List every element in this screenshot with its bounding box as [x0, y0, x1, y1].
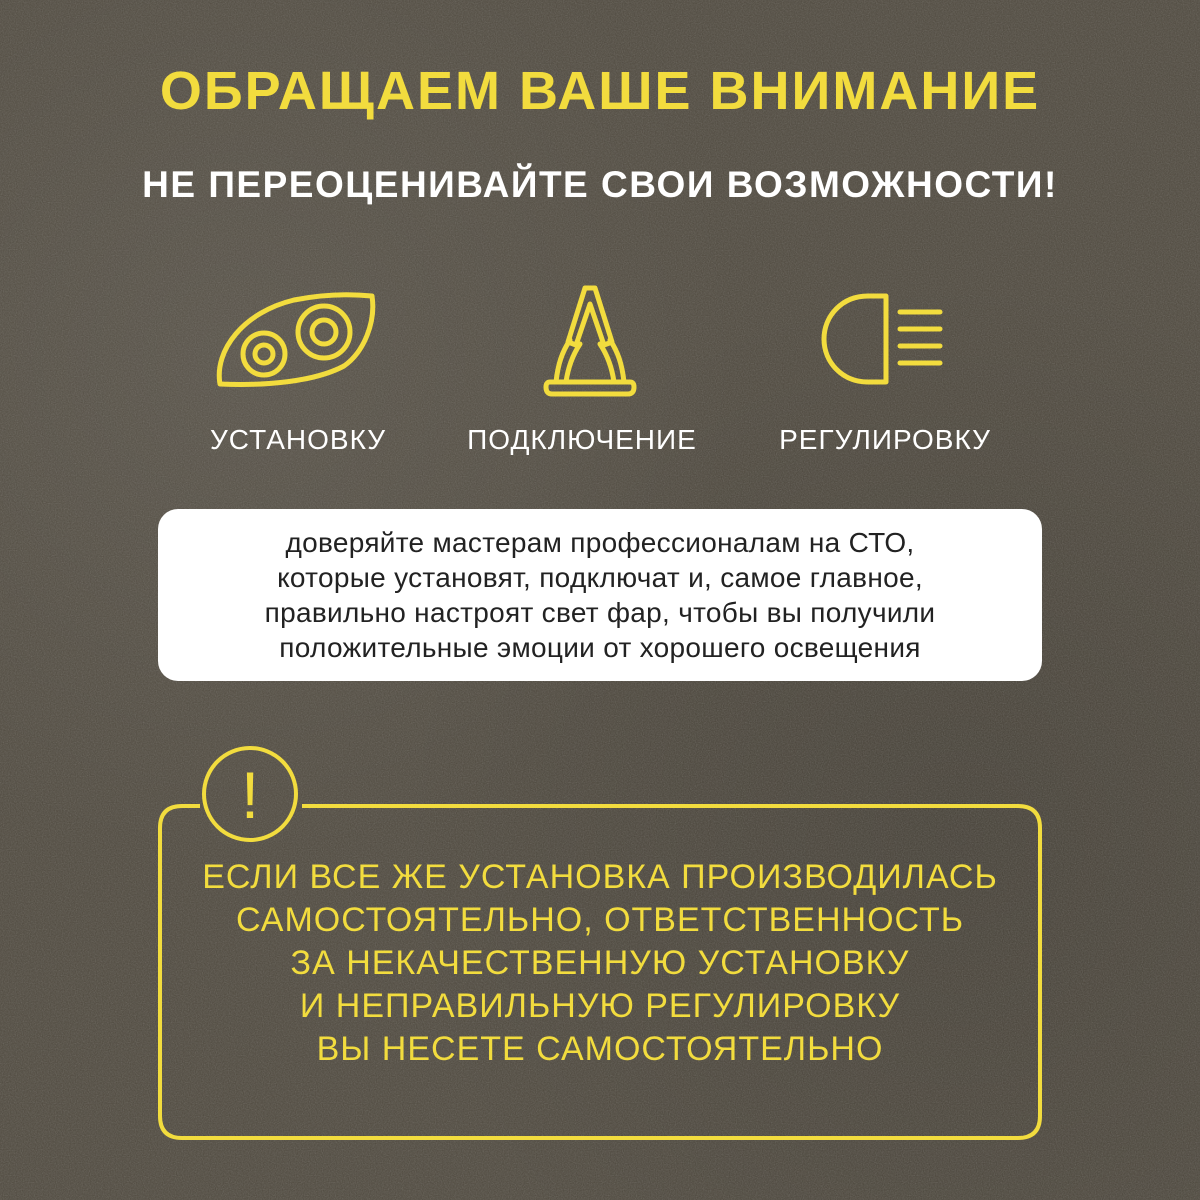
info-line: правильно настроят свет фар, чтобы вы получили	[264, 597, 936, 628]
warning-line: ЕСЛИ ВСЕ ЖЕ УСТАНОВКА ПРОИЗВОДИЛАСЬ	[202, 858, 998, 896]
info-line: положительные эмоции от хорошего освещения	[279, 632, 921, 663]
info-line: которые установят, подключат и, самое главное,	[277, 562, 923, 593]
page-subtitle: НЕ ПЕРЕОЦЕНИВАЙТЕ СВОИ ВОЗМОЖНОСТИ!	[142, 164, 1058, 205]
page-title: ОБРАЩАЕМ ВАШЕ ВНИМАНИЕ	[159, 61, 1041, 121]
feature-label-adjustment: РЕГУЛИРОВКУ	[779, 424, 991, 455]
exclamation-mark: !	[240, 758, 260, 832]
warning-line: САМОСТОЯТЕЛЬНО, ОТВЕТСТВЕННОСТЬ	[235, 901, 965, 939]
feature-label-installation: УСТАНОВКУ	[209, 424, 386, 455]
warning-line: ЗА НЕКАЧЕСТВЕННУЮ УСТАНОВКУ	[290, 944, 910, 982]
info-line: доверяйте мастерам профессионалам на СТО,	[285, 527, 915, 558]
feature-label-connection: ПОДКЛЮЧЕНИЕ	[467, 424, 697, 455]
warning-line: И НЕПРАВИЛЬНУЮ РЕГУЛИРОВКУ	[299, 987, 901, 1025]
warning-line: ВЫ НЕСЕТЕ САМОСТОЯТЕЛЬНО	[316, 1030, 884, 1068]
warning-text	[160, 856, 1040, 1071]
